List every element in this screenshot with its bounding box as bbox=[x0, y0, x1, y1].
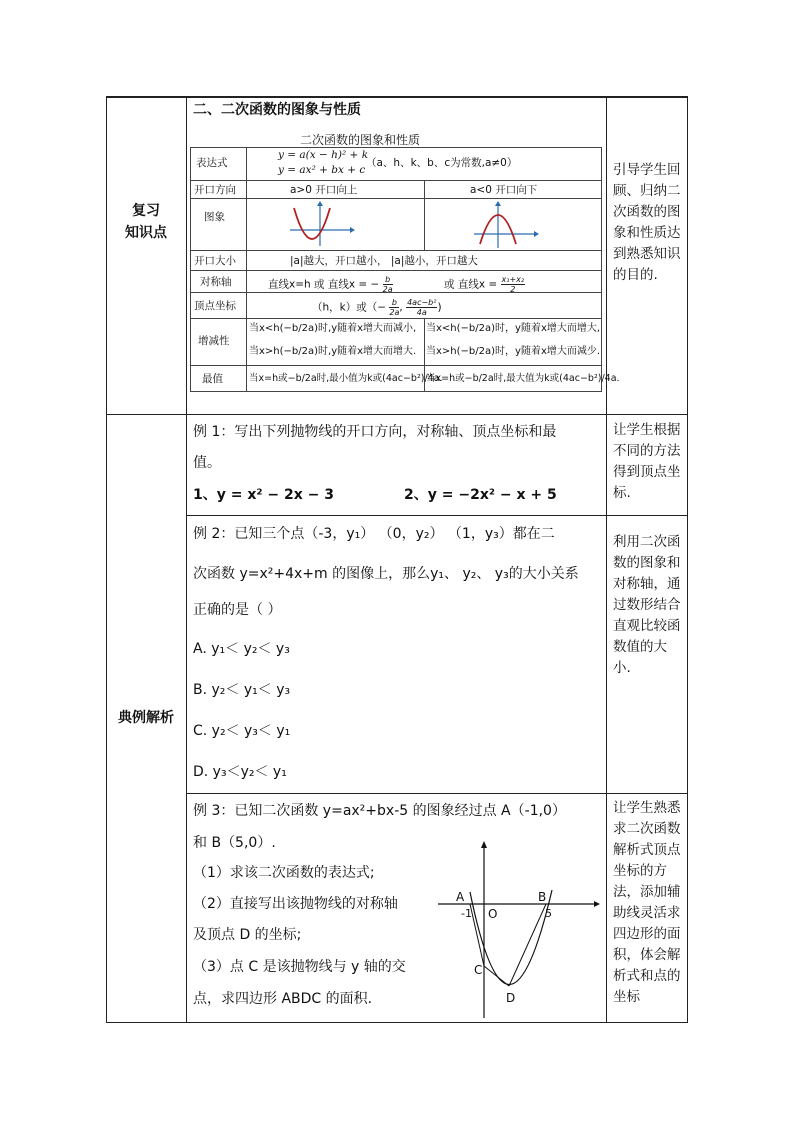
example2-line2: 次函数 y=x²+4x+m 的图像上，那么y₁、 y₂、 y₃的大小关系 bbox=[193, 566, 579, 582]
fraction-x1-x2-over-2: $\frac{\text{x₁+x₂}}{2}$ bbox=[501, 275, 525, 294]
label-point-c: C bbox=[474, 963, 483, 977]
table-top-border bbox=[106, 96, 688, 98]
direction-positive: a>0 开口向上 bbox=[290, 184, 358, 196]
label-point-d: D bbox=[506, 991, 516, 1005]
section-heading: 二、二次函数的图象与性质 bbox=[193, 102, 361, 118]
label-point-a: A bbox=[456, 890, 465, 904]
fraction-b-over-2a: $\frac{b}{2a}$ bbox=[382, 275, 393, 294]
example3-line1: 例 3：已知二次函数 y=ax²+bx-5 的图象经过点 A（-1,0） bbox=[193, 803, 566, 819]
mono-positive-1: 当x<h(−b/2a)时,y随着x增大而减小, bbox=[249, 323, 417, 334]
example3-q2a: （2）直接写出该抛物线的对称轴 bbox=[193, 896, 398, 912]
section-label-review: 复习 知识点 bbox=[125, 203, 167, 241]
row-label-direction: 开口方向 bbox=[194, 184, 236, 196]
graph-downward-parabola bbox=[472, 200, 542, 250]
example2-line1: 例 2：已知三个点（-3，y₁） （0，y₂） （1，y₃）都在二 bbox=[193, 526, 555, 542]
example3-q3a: （3）点 C 是该抛物线与 y 轴的交 bbox=[193, 959, 406, 975]
axis-text-2 bbox=[444, 275, 525, 294]
example2-option-b: B. y₂＜ y₁＜ y₃ bbox=[193, 682, 291, 698]
direction-negative: a<0 开口向下 bbox=[470, 184, 538, 196]
example3-q2b: 及顶点 D 的坐标; bbox=[193, 927, 302, 943]
example1-item1: 1、y = x² − 2x − 3 bbox=[193, 487, 334, 503]
label-point-b: B bbox=[538, 890, 547, 904]
col-divider-1 bbox=[186, 96, 187, 1023]
example2-option-c: C. y₂＜ y₃＜ y₁ bbox=[193, 723, 291, 739]
row-label-monotonic: 增减性 bbox=[198, 335, 230, 347]
section-label-examples: 典例解析 bbox=[118, 710, 174, 726]
row-label-graph: 图象 bbox=[204, 211, 225, 223]
axis-text-part1: 直线x=h 或 直线x = − bbox=[268, 278, 380, 291]
row-divider-2 bbox=[186, 515, 688, 516]
extreme-positive: 当x=h或−b/2a时,最小值为k或(4ac−b²)/4a. bbox=[249, 373, 443, 384]
axis-text-part2: 或 直线x = bbox=[444, 278, 498, 291]
example2-option-d: D. y₃＜y₂＜ y₁ bbox=[193, 764, 287, 780]
expression-general-form: y = ax² + bx + c bbox=[278, 164, 366, 176]
example1-line1: 例 1：写出下列抛物线的开口方向，对称轴、顶点坐标和最 bbox=[193, 424, 557, 440]
size-text: |a|越大，开口越小， |a|越小，开口越大 bbox=[290, 255, 478, 267]
row-label-axis: 对称轴 bbox=[200, 276, 232, 288]
row-label-expression: 表达式 bbox=[196, 157, 228, 169]
expression-vertex-form: y = a(x − h)² + k bbox=[278, 149, 369, 161]
mono-negative-1: 当x<h(−b/2a)时，y随着x增大而增大, bbox=[426, 323, 601, 334]
row-label-extreme: 最值 bbox=[202, 373, 223, 385]
label-five: 5 bbox=[545, 907, 552, 920]
row-divider-3 bbox=[186, 793, 688, 794]
example2-option-a: A. y₁＜ y₂＜ y₃ bbox=[193, 641, 290, 657]
side-note-example2: 利用二次函数的图象和对称轴，通过数形结合直观比较函数值的大小. bbox=[613, 534, 681, 676]
mono-negative-2: 当x>h(−b/2a)时，y随着x增大而减少. bbox=[426, 346, 601, 357]
example3-q3b: 点，求四边形 ABDC 的面积. bbox=[193, 991, 373, 1007]
label-origin: O bbox=[488, 907, 498, 921]
example2-line3: 正确的是（ ） bbox=[193, 602, 282, 618]
expression-note: （a、h、k、b、c为常数,a≠0） bbox=[366, 157, 518, 169]
extreme-negative: 当x=h或−b/2a时,最大值为k或(4ac−b²)/4a. bbox=[426, 373, 620, 384]
example3-q1: （1）求该二次函数的表达式; bbox=[193, 865, 375, 881]
row-divider-1 bbox=[106, 414, 688, 415]
fraction-b-2a: $\frac{b}{2a}$ bbox=[389, 298, 400, 317]
row-label-vertex: 顶点坐标 bbox=[194, 300, 236, 312]
side-note-example3: 让学生熟悉求二次函数解析式顶点坐标的方法，添加辅助线灵活求四边形的面积，体会解析式和点的坐标 bbox=[613, 800, 681, 1005]
row-label-size: 开口大小 bbox=[194, 255, 236, 267]
col-divider-2 bbox=[606, 96, 607, 1023]
vertex-text: （h，k）或（− $\frac{b}{2a}$ , $\frac{\text{4ac−b²}}{4a}$ ) bbox=[312, 298, 442, 317]
graph-upward-parabola bbox=[286, 200, 356, 250]
side-note-example1: 让学生根据不同的方法得到顶点坐标. bbox=[613, 422, 681, 501]
fraction-4ac-b2-4a: $\frac{\text{4ac−b²}}{4a}$ bbox=[407, 298, 437, 317]
mono-positive-2: 当x>h(−b/2a)时,y随着x增大而增大. bbox=[249, 346, 417, 357]
label-minus-one: -1 bbox=[461, 907, 472, 920]
table-bottom-border bbox=[106, 1022, 688, 1023]
axis-text-1 bbox=[268, 275, 393, 294]
example1-line2: 值。 bbox=[193, 455, 221, 471]
inner-table-title: 二次函数的图象和性质 bbox=[300, 133, 421, 147]
vertex-text-prefix: （h，k）或（− bbox=[312, 301, 387, 314]
table-right-border bbox=[687, 96, 688, 1023]
example3-parabola-figure bbox=[434, 840, 604, 1020]
example1-item2: 2、y = −2x² − x + 5 bbox=[404, 487, 557, 503]
example3-line2: 和 B（5,0）. bbox=[193, 835, 276, 851]
side-note-review: 引导学生回顾、归纳二次函数的图象和性质达到熟悉知识的目的. bbox=[613, 162, 681, 283]
